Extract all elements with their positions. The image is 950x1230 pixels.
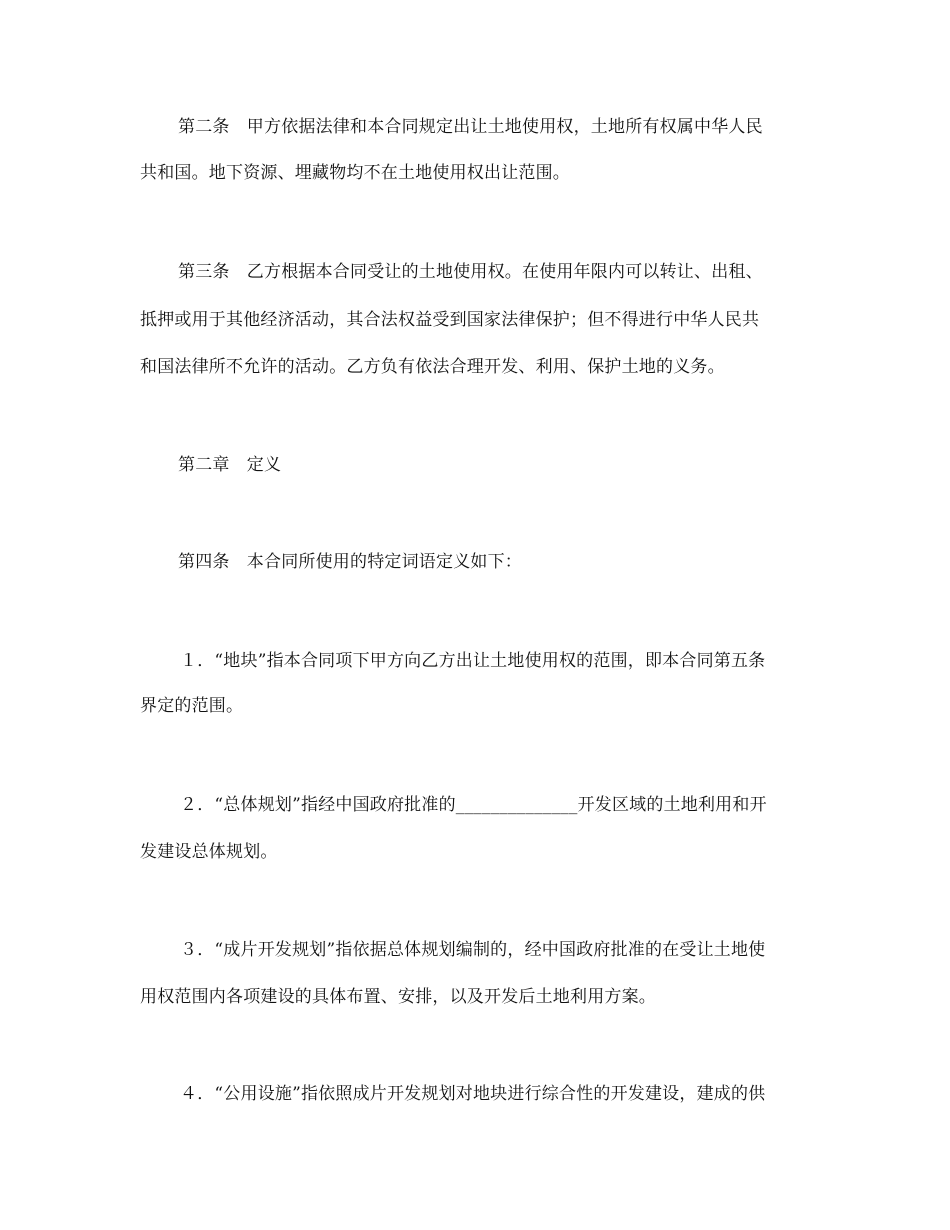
article-3-line-3: 和国法律所不允许的活动。乙方负有依法合理开发、利用、保护土地的义务。 <box>140 357 725 377</box>
definition-3-line-2: 用权范围内各项建设的具体布置、安排，以及开发后土地利用方案。 <box>140 987 656 1007</box>
definition-3-line-1: ３．“成片开发规划”指依据总体规划编制的，经中国政府批准的在受让土地使 <box>180 940 766 960</box>
article-2-line-1: 第二条 甲方依据法律和本合同规定出让土地使用权，土地所有权属中华人民 <box>178 117 763 137</box>
article-2-line-2: 共和国。地下资源、埋藏物均不在土地使用权出让范围。 <box>140 163 570 183</box>
definition-2-line-2: 发建设总体规划。 <box>140 842 278 862</box>
article-4: 第四条 本合同所使用的特定词语定义如下： <box>178 552 522 572</box>
chapter-2-heading: 第二章 定义 <box>178 455 282 475</box>
definition-4-line-1: ４．“公用设施”指依照成片开发规划对地块进行综合性的开发建设，建成的供 <box>180 1084 766 1104</box>
definition-1-line-1: １．“地块”指本合同项下甲方向乙方出让土地使用权的范围，即本合同第五条 <box>180 651 766 671</box>
article-3-line-2: 抵押或用于其他经济活动，其合法权益受到国家法律保护；但不得进行中华人民共 <box>140 310 760 330</box>
article-3-line-1: 第三条 乙方根据本合同受让的土地使用权。在使用年限内可以转让、出租、 <box>178 262 763 282</box>
definition-2-line-1: ２．“总体规划”指经中国政府批准的______________开发区域的土地利用和开 <box>180 795 767 815</box>
definition-1-line-2: 界定的范围。 <box>140 696 244 716</box>
